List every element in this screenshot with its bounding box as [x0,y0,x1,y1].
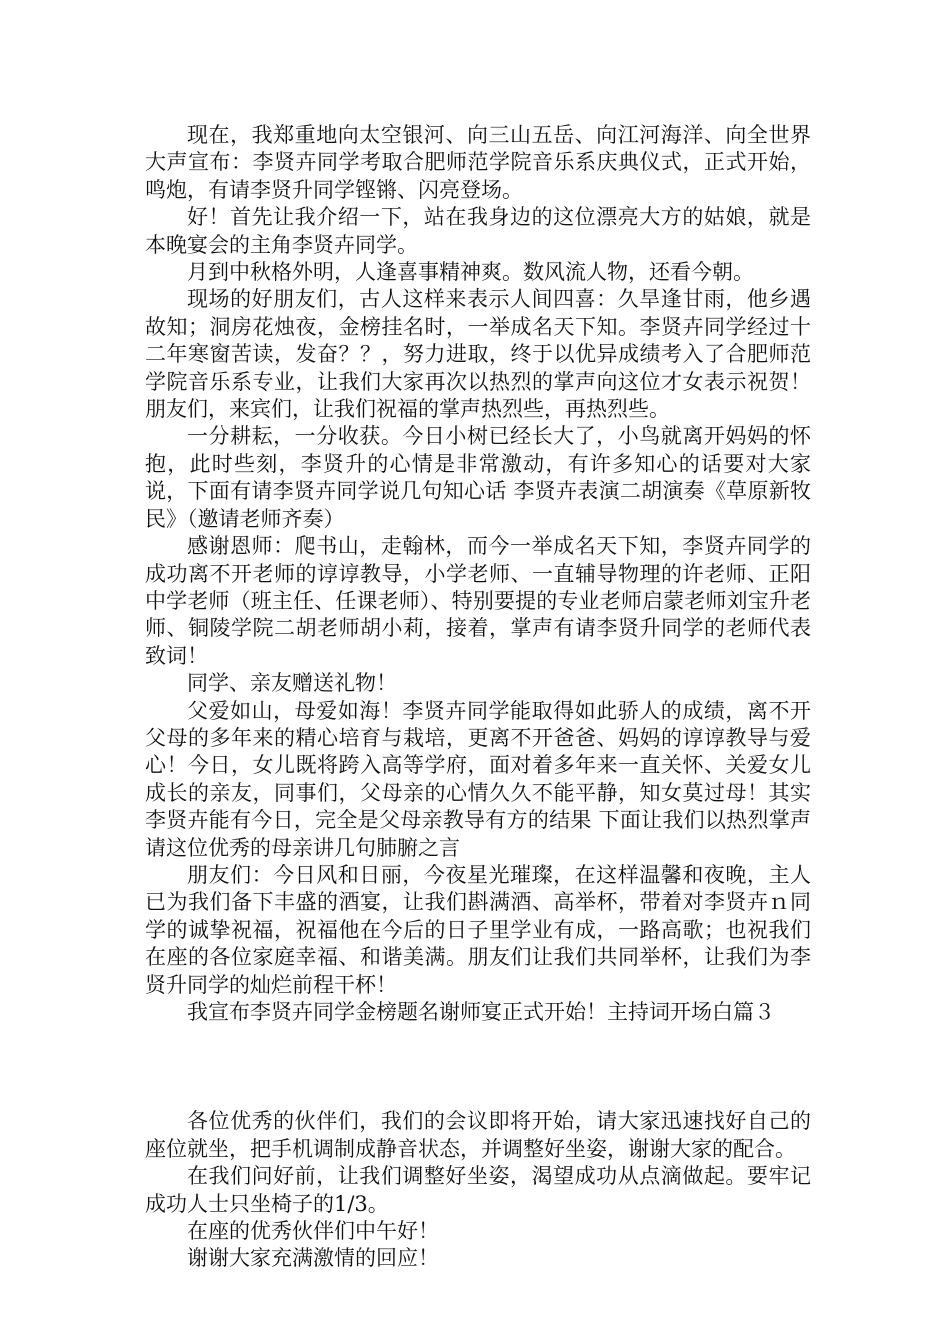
paragraph: 同学、亲友赠送礼物！ [187,671,397,696]
paragraph: 在我们问好前，让我们调整好坐姿，渴望成功从点滴做起。要牢记成功人士只坐椅子的1/3。 [145,1164,811,1216]
paragraph: 感谢恩师：爬书山，走翰林，而今一举成名天下知，李贤卉同学的成功离不开老师的谆谆教导，小学老师、一直辅导物理的许老师、正阳中学老师（班主任、任课老师）、特别要提的专业老师启蒙老师刘宝升老师、铜陵学院二胡老师胡小莉，接着，掌声有请李贤升同学的老师代表 致词！ [145,534,811,668]
paragraph: 朋友们：今日风和日丽，今夜星光璀璨，在这样温馨和夜晚，主人已为我们备下丰盛的酒宴，让我们斟满酒、高举杯，带着对李贤卉ｎ同学的诚挚祝福，祝福他在今后的日子里学业有成，一路高歌；也祝我们在座的各位家庭幸福、和谐美满。朋友们让我们共同举杯，让我们为李贤升同学的灿烂前程干杯！ [145,862,811,997]
paragraph: 谢谢大家充满激情的回应！ [187,1246,439,1271]
paragraph: 现在，我郑重地向太空银河、向三山五岳、向江河海洋、向全世界大声宣布：李贤卉同学考取合肥师范学院音乐系庆典仪式，正式开始，鸣炮，有请李贤升同学铿锵、闪亮登场。 [145,123,811,202]
paragraph: 父爱如山，母爱如海！李贤卉同学能取得如此骄人的成绩，离不开父母的多年来的精心培育与栽培，更离不开爸爸、妈妈的谆谆教导与爱心！今日，女儿既将跨入高等学府，面对着多年来一直关怀、关爱女儿成长的亲友，同事们，父母亲的心情久久不能平静，知女莫过母！其实李贤卉能有今日，完全是父母亲教导有方的结果 下面让我们以热烈掌声请这位优秀的母亲讲几句肺腑之言 [145,698,811,860]
paragraph: 现场的好朋友们，古人这样来表示人间四喜：久旱逢甘雨，他乡遇故知；洞房花烛夜，金榜挂名时，一举成名天下知。李贤卉同学经过十二年寒窗苦读，发奋？？，努力进取，终于以优异成绩考入了合肥师范学院音乐系专业，让我们大家再次以热烈的掌声向这位才女表示祝贺！朋友们，来宾们，让我们祝福的掌声热烈些，再热烈些。 [145,287,811,422]
section-spacer [145,1026,811,1108]
paragraph: 各位优秀的伙伴们，我们的会议即将开始，请大家迅速找好自己的座位就坐，把手机调制成静音状态，并调整好坐姿，谢谢大家的配合。 [145,1109,811,1161]
document-body [145,122,811,1273]
paragraph: 一分耕耘，一分收获。今日小树已经长大了，小鸟就离开妈妈的怀抱，此时些刻，李贤升的心情是非常激动，有许多知心的话要对大家说，下面有请李贤卉同学说几句知心话 李贤卉表演二胡演奏《草原新牧民》（邀请老师齐奏） [145,424,811,531]
paragraph: 月到中秋格外明，人逢喜事精神爽。数风流人物，还看今朝。 [187,260,754,285]
paragraph: 好！首先让我介绍一下，站在我身边的这位漂亮大方的姑娘，就是本晚宴会的主角李贤卉同学。 [145,205,811,257]
section-heading-paragraph: 我宣布李贤卉同学金榜题名谢师宴正式开始！主持词开场白篇３ [187,1000,775,1024]
paragraph: 在座的优秀伙伴们中午好！ [187,1219,439,1244]
